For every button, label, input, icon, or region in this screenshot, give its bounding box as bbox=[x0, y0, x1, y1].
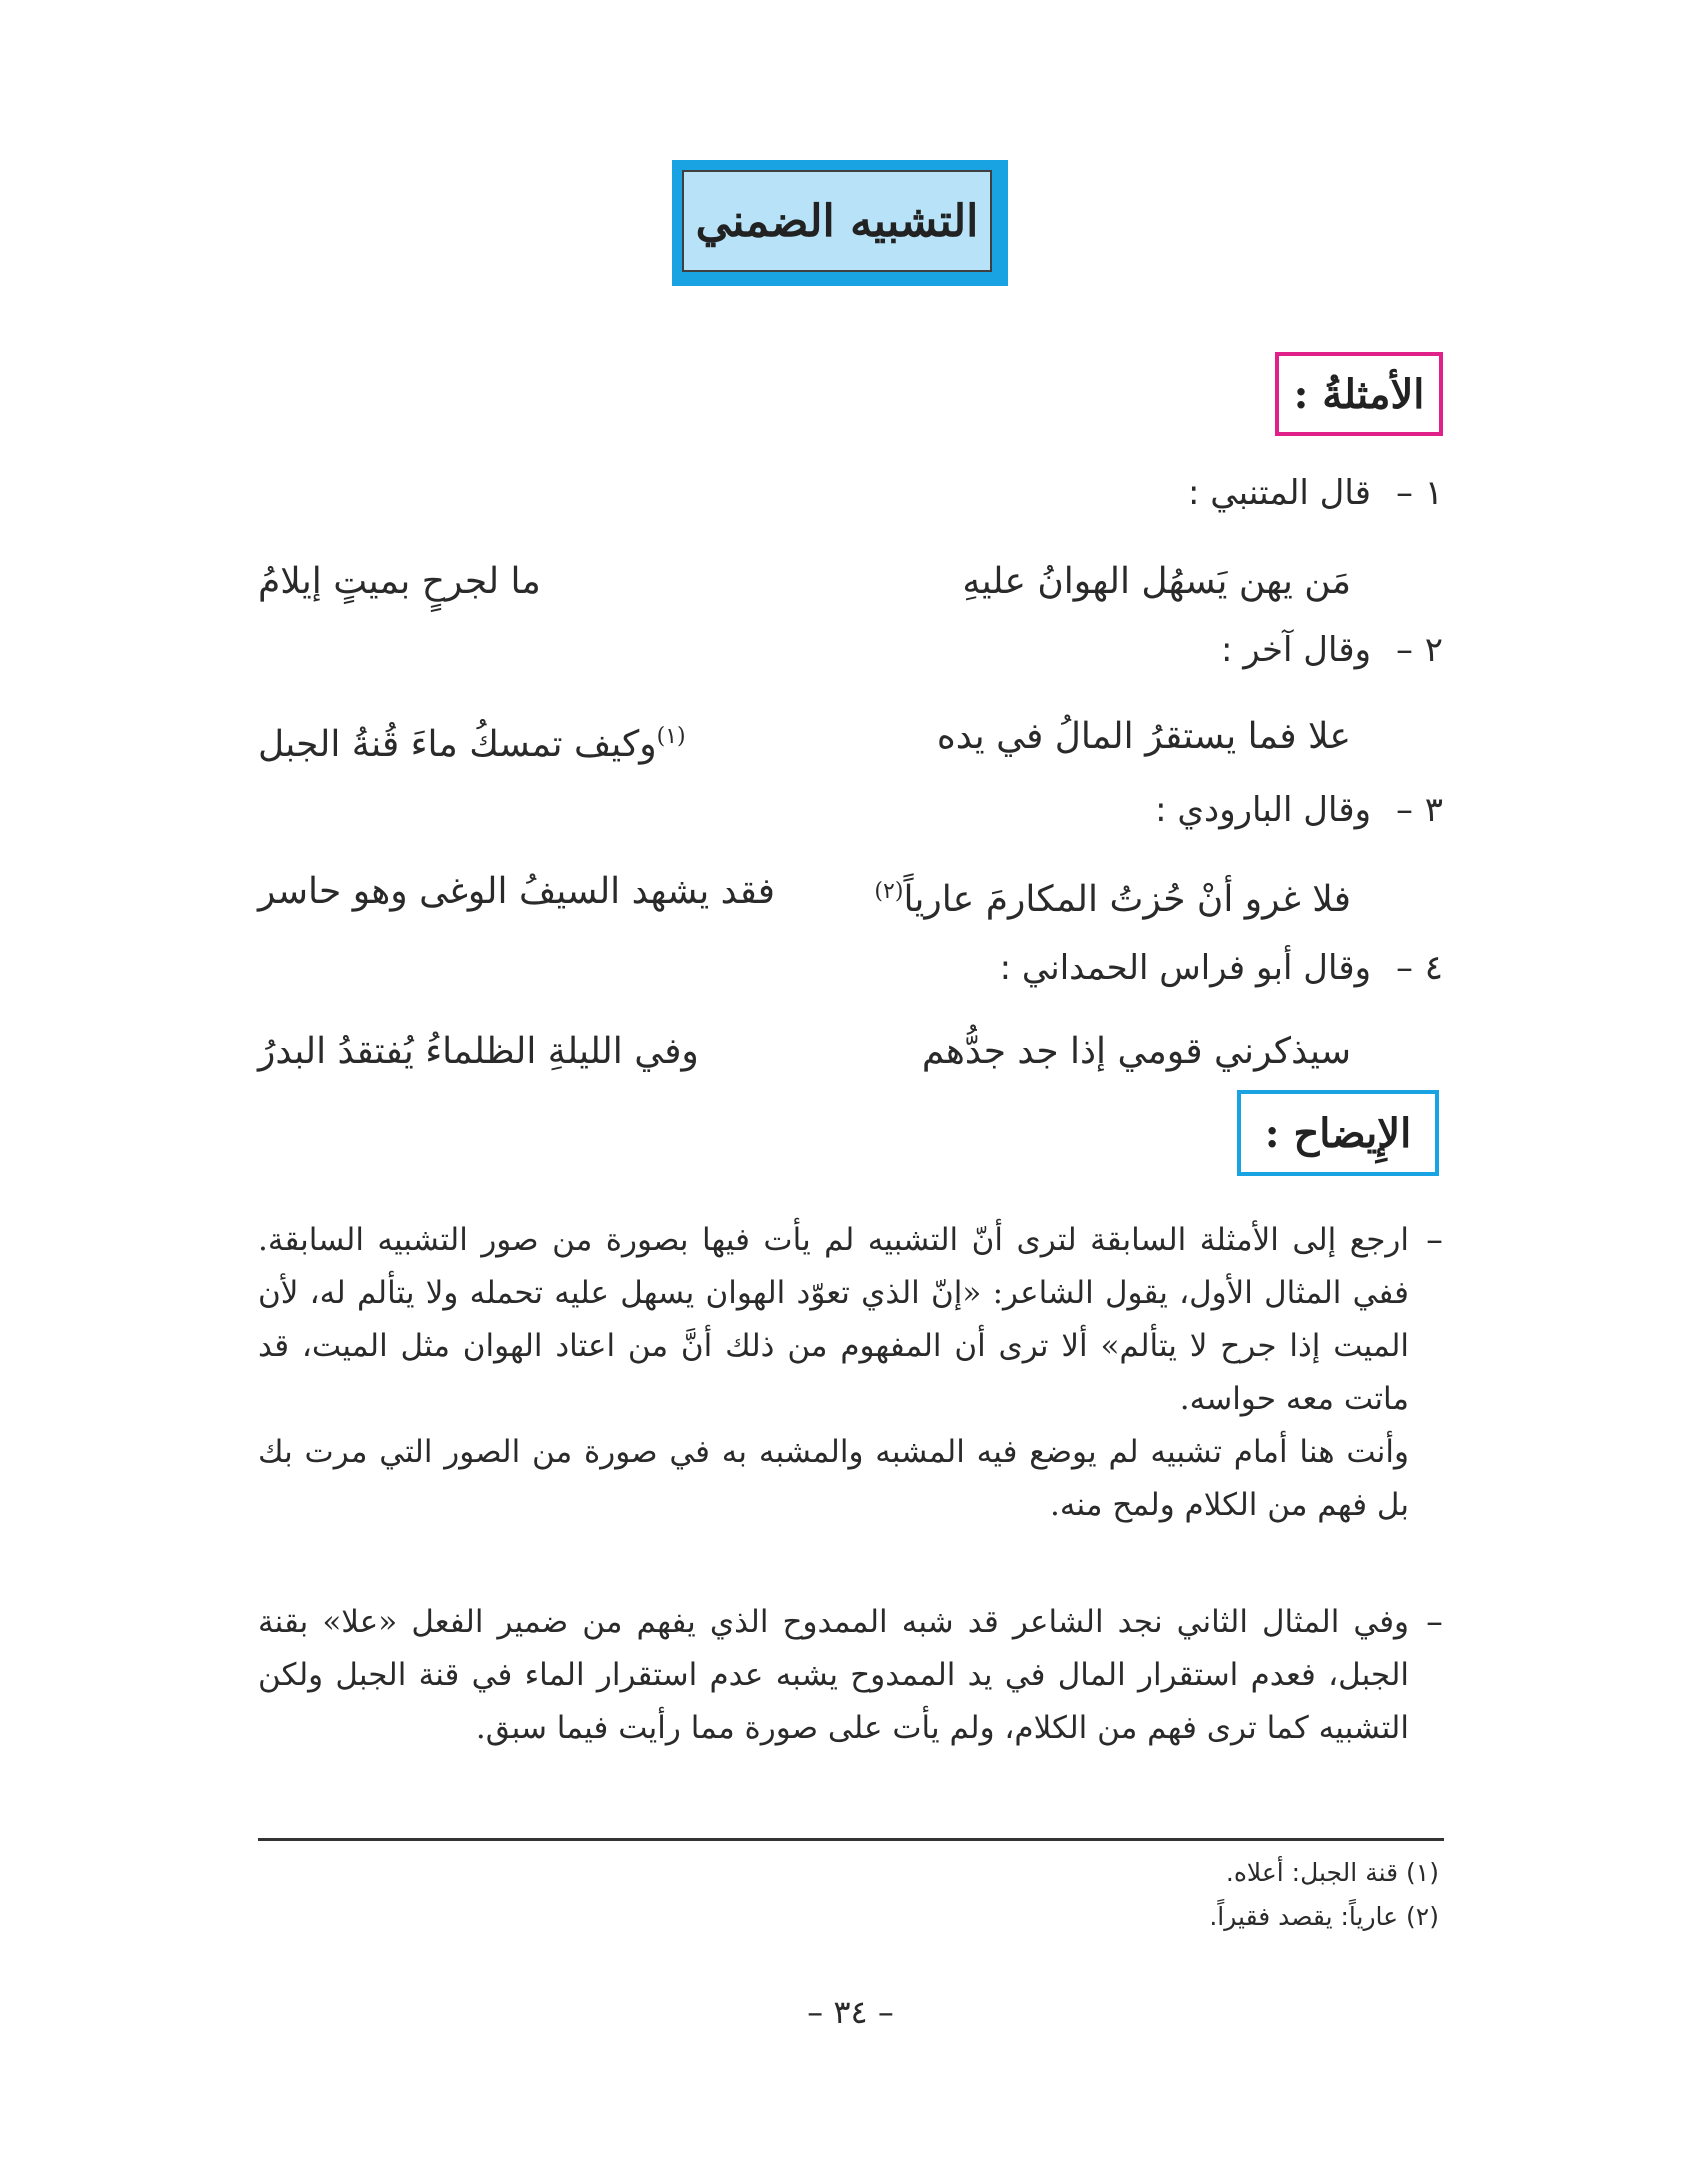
title-banner bbox=[672, 160, 1008, 286]
example-2-number: ٢ bbox=[1424, 630, 1443, 670]
examples-heading bbox=[1275, 352, 1443, 436]
example-2-hemistich-left bbox=[258, 715, 686, 767]
footnote-1: (١) قنة الجبل: أعلاه. bbox=[1225, 1858, 1439, 1887]
example-2-dash: – bbox=[1396, 630, 1413, 670]
example-2-intro: وقال آخر : bbox=[1220, 630, 1371, 670]
title-banner-inner bbox=[682, 170, 992, 272]
example-3-intro: وقال البارودي : bbox=[1155, 790, 1371, 830]
explanation-paragraph-2: وأنت هنا أمام تشبيه لم يوضع فيه المشبه والمشبه به في صورة من الصور التي مرت بك بل فهم من الكلام ولمح منه. bbox=[258, 1434, 1409, 1523]
footnote-divider bbox=[258, 1838, 1444, 1841]
page-number: – ٣٤ – bbox=[807, 1993, 894, 2031]
explanation-heading-text: الإِيضاح : bbox=[1264, 1109, 1412, 1157]
example-2-hemistich-right: علا فما يستقرُ المالُ في يده bbox=[936, 716, 1351, 757]
footnote-2: (٢) عارياً: يقصد فقيراً. bbox=[1209, 1902, 1439, 1931]
examples-heading-text: الأمثلةُ : bbox=[1293, 370, 1425, 418]
example-3-hemistich-right-text: فلا غرو أنْ حُزتُ المكارمَ عارياً bbox=[903, 879, 1351, 920]
example-3-dash: – bbox=[1396, 790, 1413, 830]
example-1-dash: – bbox=[1396, 473, 1413, 513]
example-4-intro: وقال أبو فراس الحمداني : bbox=[999, 948, 1371, 988]
example-4-hemistich-right: سيذكرني قومي إذا جد جدُّهم bbox=[921, 1031, 1351, 1072]
example-1-number: ١ bbox=[1424, 473, 1443, 513]
example-2-hemistich-left-text: وكيف تمسكُ ماءَ قُنةُ الجبل bbox=[258, 724, 657, 765]
explanation-paragraph-3: وفي المثال الثاني نجد الشاعر قد شبه الممدوح الذي يفهم من ضمير الفعل «علا» بقنة الجبل، فعدم استقرار المال في يد الممدوح يشبه عدم استقرار الماء في قنة الجبل ولكن التشبيه كما ترى فهم من الكلام، ولم يأت على صورة مما رأيت فيما سبق. bbox=[258, 1604, 1409, 1746]
paragraph-3-bullet: – bbox=[1426, 1602, 1443, 1642]
example-3-hemistich-right bbox=[874, 870, 1351, 922]
paragraph-1-bullet: – bbox=[1426, 1220, 1443, 1260]
example-3-footnote-ref: (٢) bbox=[874, 879, 904, 904]
example-4-number: ٤ bbox=[1424, 948, 1443, 988]
page-title: التشبيه الضمني bbox=[695, 195, 979, 247]
example-4-dash: – bbox=[1396, 948, 1413, 988]
example-3-hemistich-left: فقد يشهد السيفُ الوغى وهو حاسر bbox=[258, 871, 775, 912]
example-4-hemistich-left: وفي الليلةِ الظلماءُ يُفتقدُ البدرُ bbox=[258, 1031, 699, 1072]
example-1-hemistich-right: مَن يهن يَسهُل الهوانُ عليهِ bbox=[962, 561, 1351, 602]
explanation-heading bbox=[1237, 1090, 1439, 1176]
example-1-intro: قال المتنبي : bbox=[1188, 473, 1371, 513]
example-2-footnote-ref: (١) bbox=[656, 724, 686, 749]
explanation-paragraph-1: ارجع إلى الأمثلة السابقة لترى أنّ التشبيه لم يأت فيها بصورة من صور التشبيه السابقة. ففي المثال الأول، يقول الشاعر: «إنّ الذي تعوّد الهوان يسهل عليه تحمله ولا يتألم له، لأن الميت إذا جرح لا يتألم» ألا ترى أن المفهوم من ذلك أنَّ من اعتاد الهوان مثل الميت، قد ماتت معه حواسه. bbox=[258, 1222, 1409, 1417]
example-1-hemistich-left: ما لجرحٍ بميتٍ إيلامُ bbox=[258, 561, 541, 602]
example-3-number: ٣ bbox=[1424, 790, 1443, 830]
